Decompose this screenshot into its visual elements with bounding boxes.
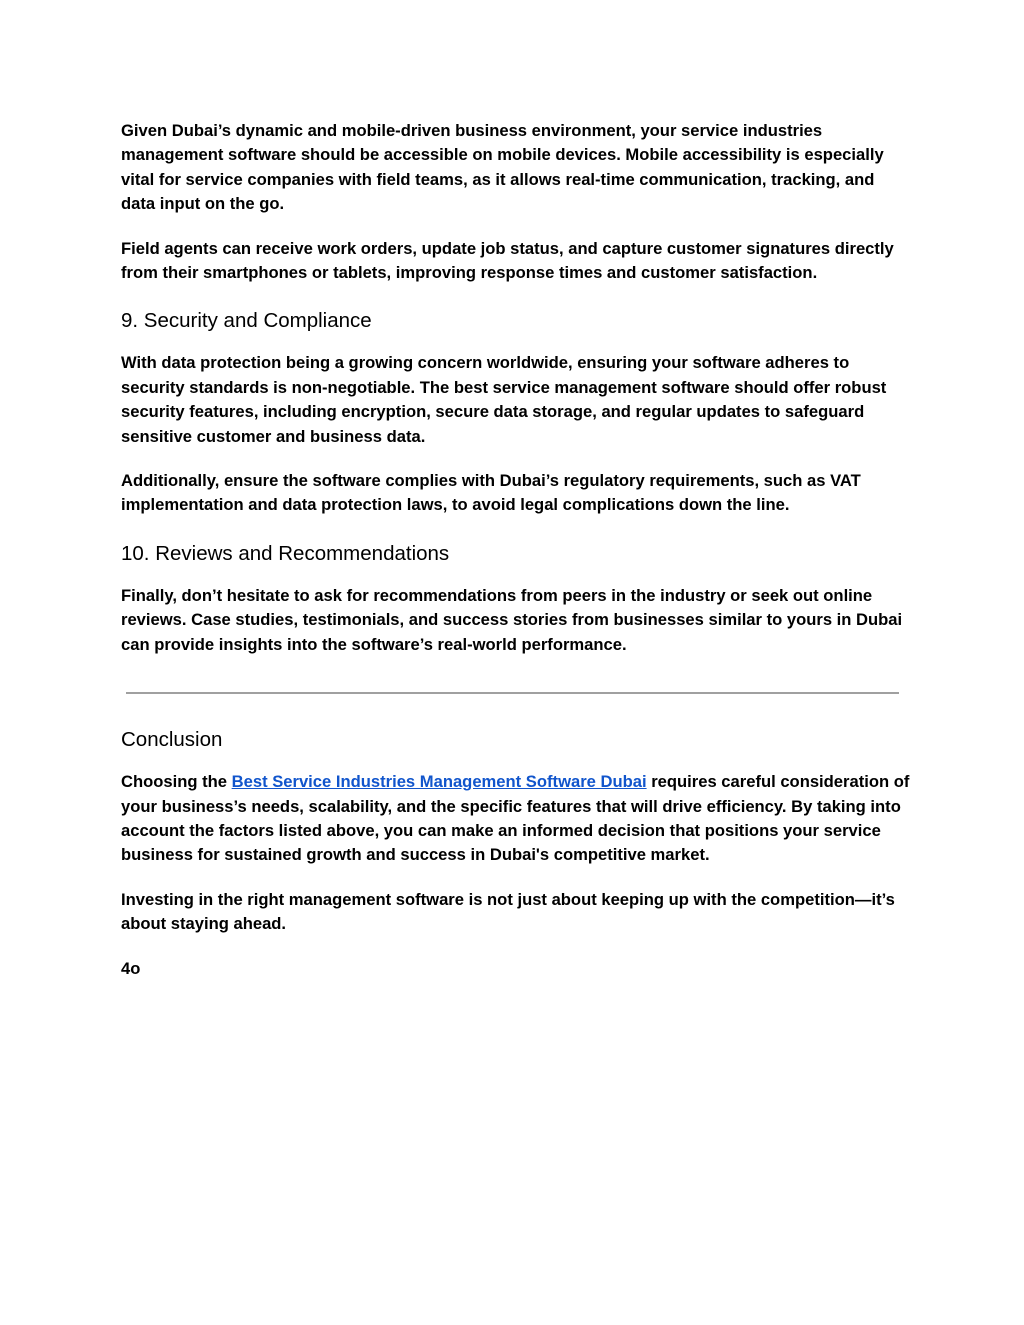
mobile-paragraph-2: Field agents can receive work orders, update job status, and capture customer signatures directly from their smartphones or tablets, improving response times and customer satisfaction. (121, 238, 894, 283)
document-page (121, 119, 911, 981)
conclusion-text-end: requires careful consideration of your business’s needs, scalability, and the specific features that will drive efficiency. By taking into account the factors listed above, you can make an informed decision that positions your service business for sustained growth and success in Dubai's competitive market. (121, 772, 910, 865)
security-paragraph-2: Additionally, ensure the software complies with Dubai’s regulatory requirements, such as VAT implementation and data protection laws, to avoid legal complications down the line. (121, 471, 861, 515)
conclusion-paragraph-2: Investing in the right management software is not just about keeping up with the competition—it’s about staying ahead. (121, 889, 895, 934)
section-divider (126, 692, 899, 694)
footer-note: 4o (121, 958, 141, 978)
reviews-heading: 10. Reviews and Recommendations (121, 541, 450, 565)
security-paragraph-1: With data protection being a growing concern worldwide, ensuring your software adheres to security standards is non-negotiable. The best service management software should offer robust security features, including encryption, secure data storage, and regular updates to safeguard sensitive customer and business data. (121, 353, 887, 446)
conclusion-paragraph-1 (121, 770, 911, 868)
conclusion-heading: Conclusion (121, 728, 223, 752)
conclusion-text-start: Choosing the (121, 772, 232, 792)
security-heading: 9. Security and Compliance (121, 309, 372, 333)
best-software-link[interactable]: Best Service Industries Management Software Dubai (231, 772, 647, 792)
mobile-paragraph-1: Given Dubai’s dynamic and mobile-driven business environment, your service industries management software should be accessible on mobile devices. Mobile accessibility is especially vital for service companies with field teams, as it allows real-time communication, tracking, and data input on the go. (121, 121, 884, 214)
reviews-paragraph-1: Finally, don’t hesitate to ask for recommendations from peers in the industry or seek out online reviews. Case studies, testimonials, and success stories from businesses similar to yours in Dubai can provide insights into the software’s real-world performance. (121, 585, 903, 654)
